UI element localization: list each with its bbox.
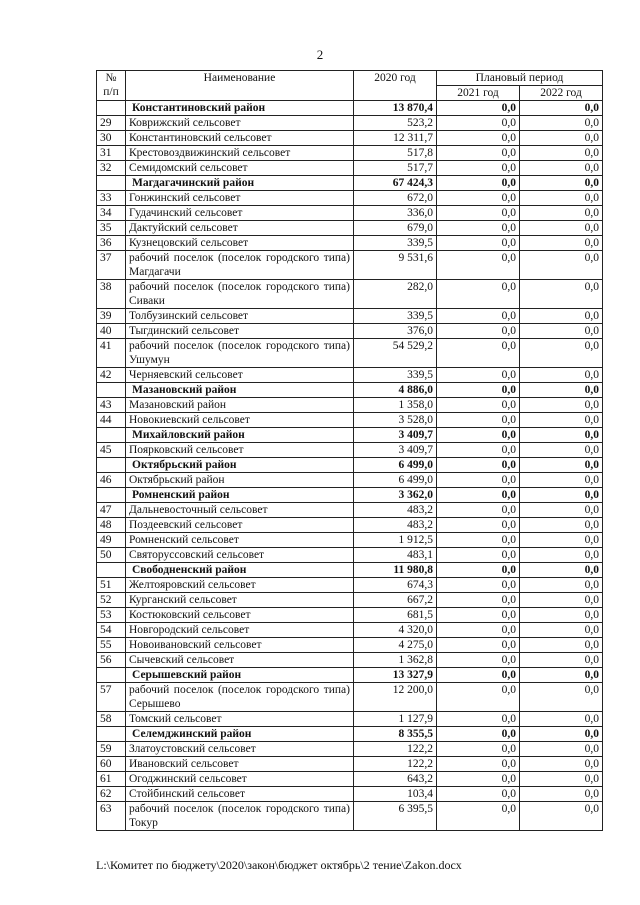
table-row bbox=[97, 324, 603, 339]
row-name: Огоджинский сельсовет bbox=[126, 772, 354, 787]
col-header-num bbox=[97, 71, 126, 101]
row-number: 40 bbox=[97, 324, 126, 339]
value-2021: 0,0 bbox=[437, 368, 520, 383]
table-row bbox=[97, 787, 603, 802]
row-number: 55 bbox=[97, 638, 126, 653]
value-2020: 6 499,0 bbox=[354, 458, 437, 473]
value-2020: 4 886,0 bbox=[354, 383, 437, 398]
value-2022: 0,0 bbox=[520, 191, 603, 206]
table-row bbox=[97, 653, 603, 668]
row-number: 63 bbox=[97, 802, 126, 831]
value-2021: 0,0 bbox=[437, 236, 520, 251]
value-2020: 6 499,0 bbox=[354, 473, 437, 488]
row-number: 53 bbox=[97, 608, 126, 623]
value-2022: 0,0 bbox=[520, 146, 603, 161]
row-number: 41 bbox=[97, 339, 126, 368]
row-name: Мазановский район bbox=[126, 383, 354, 398]
row-number: 30 bbox=[97, 131, 126, 146]
value-2020: 3 409,7 bbox=[354, 428, 437, 443]
district-row bbox=[97, 458, 603, 473]
value-2021: 0,0 bbox=[437, 221, 520, 236]
value-2022: 0,0 bbox=[520, 131, 603, 146]
row-name: Гудачинский сельсовет bbox=[126, 206, 354, 221]
row-number: 58 bbox=[97, 712, 126, 727]
value-2021: 0,0 bbox=[437, 309, 520, 324]
value-2022: 0,0 bbox=[520, 683, 603, 712]
value-2020: 3 362,0 bbox=[354, 488, 437, 503]
row-name: Ромненский сельсовет bbox=[126, 533, 354, 548]
row-name: Константиновский район bbox=[126, 101, 354, 116]
row-number: 39 bbox=[97, 309, 126, 324]
value-2021: 0,0 bbox=[437, 413, 520, 428]
value-2020: 681,5 bbox=[354, 608, 437, 623]
value-2021: 0,0 bbox=[437, 428, 520, 443]
row-name: Кузнецовский сельсовет bbox=[126, 236, 354, 251]
row-name: Семидомский сельсовет bbox=[126, 161, 354, 176]
value-2020: 4 275,0 bbox=[354, 638, 437, 653]
table-row bbox=[97, 339, 603, 368]
value-2022: 0,0 bbox=[520, 101, 603, 116]
table-row bbox=[97, 533, 603, 548]
col-header-2022: 2022 год bbox=[520, 86, 603, 101]
value-2021: 0,0 bbox=[437, 772, 520, 787]
value-2022: 0,0 bbox=[520, 668, 603, 683]
table-row bbox=[97, 368, 603, 383]
value-2022: 0,0 bbox=[520, 563, 603, 578]
district-row bbox=[97, 563, 603, 578]
value-2020: 483,2 bbox=[354, 503, 437, 518]
value-2022: 0,0 bbox=[520, 772, 603, 787]
row-name: Ивановский сельсовет bbox=[126, 757, 354, 772]
row-number: 45 bbox=[97, 443, 126, 458]
value-2022: 0,0 bbox=[520, 176, 603, 191]
value-2020: 376,0 bbox=[354, 324, 437, 339]
value-2021: 0,0 bbox=[437, 623, 520, 638]
row-number: 29 bbox=[97, 116, 126, 131]
value-2022: 0,0 bbox=[520, 324, 603, 339]
value-2022: 0,0 bbox=[520, 368, 603, 383]
value-2020: 103,4 bbox=[354, 787, 437, 802]
value-2021: 0,0 bbox=[437, 727, 520, 742]
table-row bbox=[97, 473, 603, 488]
value-2022: 0,0 bbox=[520, 398, 603, 413]
row-number: 62 bbox=[97, 787, 126, 802]
row-name: Тыгдинский сельсовет bbox=[126, 324, 354, 339]
row-number bbox=[97, 488, 126, 503]
value-2021: 0,0 bbox=[437, 638, 520, 653]
value-2020: 3 409,7 bbox=[354, 443, 437, 458]
row-name: рабочий поселок (поселок городского типа) Ушумун bbox=[126, 339, 354, 368]
table-row bbox=[97, 309, 603, 324]
value-2020: 679,0 bbox=[354, 221, 437, 236]
value-2021: 0,0 bbox=[437, 712, 520, 727]
row-name: рабочий поселок (поселок городского типа) Сиваки bbox=[126, 280, 354, 309]
value-2020: 672,0 bbox=[354, 191, 437, 206]
row-number: 38 bbox=[97, 280, 126, 309]
row-name: Новокиевский сельсовет bbox=[126, 413, 354, 428]
value-2021: 0,0 bbox=[437, 608, 520, 623]
value-2021: 0,0 bbox=[437, 101, 520, 116]
value-2021: 0,0 bbox=[437, 383, 520, 398]
row-number: 34 bbox=[97, 206, 126, 221]
value-2020: 339,5 bbox=[354, 236, 437, 251]
value-2020: 517,8 bbox=[354, 146, 437, 161]
value-2022: 0,0 bbox=[520, 236, 603, 251]
value-2021: 0,0 bbox=[437, 473, 520, 488]
value-2020: 339,5 bbox=[354, 309, 437, 324]
value-2021: 0,0 bbox=[437, 280, 520, 309]
value-2020: 9 531,6 bbox=[354, 251, 437, 280]
value-2021: 0,0 bbox=[437, 653, 520, 668]
value-2022: 0,0 bbox=[520, 802, 603, 831]
value-2022: 0,0 bbox=[520, 653, 603, 668]
row-name: Коврижский сельсовет bbox=[126, 116, 354, 131]
value-2022: 0,0 bbox=[520, 638, 603, 653]
value-2021: 0,0 bbox=[437, 339, 520, 368]
row-number: 36 bbox=[97, 236, 126, 251]
value-2022: 0,0 bbox=[520, 458, 603, 473]
table-row bbox=[97, 623, 603, 638]
table-row bbox=[97, 413, 603, 428]
district-row bbox=[97, 668, 603, 683]
value-2022: 0,0 bbox=[520, 428, 603, 443]
row-number: 59 bbox=[97, 742, 126, 757]
value-2020: 122,2 bbox=[354, 742, 437, 757]
row-name: Стойбинский сельсовет bbox=[126, 787, 354, 802]
col-header-name: Наименование bbox=[126, 71, 354, 101]
row-number bbox=[97, 563, 126, 578]
value-2022: 0,0 bbox=[520, 251, 603, 280]
row-number: 43 bbox=[97, 398, 126, 413]
district-row bbox=[97, 727, 603, 742]
value-2020: 11 980,8 bbox=[354, 563, 437, 578]
district-row bbox=[97, 488, 603, 503]
value-2020: 67 424,3 bbox=[354, 176, 437, 191]
table-row bbox=[97, 221, 603, 236]
value-2020: 12 311,7 bbox=[354, 131, 437, 146]
row-number: 56 bbox=[97, 653, 126, 668]
value-2020: 483,2 bbox=[354, 518, 437, 533]
value-2022: 0,0 bbox=[520, 443, 603, 458]
value-2022: 0,0 bbox=[520, 309, 603, 324]
value-2020: 12 200,0 bbox=[354, 683, 437, 712]
value-2022: 0,0 bbox=[520, 593, 603, 608]
table-row bbox=[97, 712, 603, 727]
table-header bbox=[97, 71, 603, 101]
district-row bbox=[97, 383, 603, 398]
row-name: Желтояровский сельсовет bbox=[126, 578, 354, 593]
row-name: рабочий поселок (поселок городского типа) Серышево bbox=[126, 683, 354, 712]
row-number bbox=[97, 383, 126, 398]
value-2020: 13 327,9 bbox=[354, 668, 437, 683]
value-2021: 0,0 bbox=[437, 563, 520, 578]
row-name: Крестовоздвижинский сельсовет bbox=[126, 146, 354, 161]
table-row bbox=[97, 683, 603, 712]
row-name: Дальневосточный сельсовет bbox=[126, 503, 354, 518]
value-2020: 8 355,5 bbox=[354, 727, 437, 742]
row-name: Новоивановский сельсовет bbox=[126, 638, 354, 653]
value-2020: 1 127,9 bbox=[354, 712, 437, 727]
col-header-2020: 2020 год bbox=[354, 71, 437, 101]
row-number bbox=[97, 668, 126, 683]
table-row bbox=[97, 161, 603, 176]
row-name: Поярковский сельсовет bbox=[126, 443, 354, 458]
row-number bbox=[97, 727, 126, 742]
row-name: Поздеевский сельсовет bbox=[126, 518, 354, 533]
row-name: Мазановский район bbox=[126, 398, 354, 413]
value-2022: 0,0 bbox=[520, 116, 603, 131]
value-2022: 0,0 bbox=[520, 533, 603, 548]
value-2021: 0,0 bbox=[437, 593, 520, 608]
value-2021: 0,0 bbox=[437, 488, 520, 503]
row-name: Серышевский район bbox=[126, 668, 354, 683]
row-name: Святоруссовский сельсовет bbox=[126, 548, 354, 563]
value-2022: 0,0 bbox=[520, 473, 603, 488]
table-row bbox=[97, 116, 603, 131]
value-2022: 0,0 bbox=[520, 518, 603, 533]
table-row bbox=[97, 742, 603, 757]
value-2020: 483,1 bbox=[354, 548, 437, 563]
value-2020: 1 358,0 bbox=[354, 398, 437, 413]
value-2020: 3 528,0 bbox=[354, 413, 437, 428]
row-number: 33 bbox=[97, 191, 126, 206]
value-2022: 0,0 bbox=[520, 623, 603, 638]
row-name: Дактуйский сельсовет bbox=[126, 221, 354, 236]
col-header-num-line2: п/п bbox=[103, 86, 119, 98]
value-2020: 6 395,5 bbox=[354, 802, 437, 831]
table-row bbox=[97, 548, 603, 563]
value-2021: 0,0 bbox=[437, 443, 520, 458]
row-number bbox=[97, 428, 126, 443]
col-header-plan-period: Плановый период bbox=[437, 71, 603, 86]
value-2021: 0,0 bbox=[437, 398, 520, 413]
value-2020: 643,2 bbox=[354, 772, 437, 787]
value-2021: 0,0 bbox=[437, 787, 520, 802]
value-2021: 0,0 bbox=[437, 206, 520, 221]
value-2021: 0,0 bbox=[437, 518, 520, 533]
row-number: 35 bbox=[97, 221, 126, 236]
page-number: 2 bbox=[316, 47, 324, 62]
table-row bbox=[97, 518, 603, 533]
table-row bbox=[97, 578, 603, 593]
row-number: 46 bbox=[97, 473, 126, 488]
district-row bbox=[97, 428, 603, 443]
value-2022: 0,0 bbox=[520, 503, 603, 518]
value-2022: 0,0 bbox=[520, 757, 603, 772]
value-2021: 0,0 bbox=[437, 131, 520, 146]
value-2021: 0,0 bbox=[437, 191, 520, 206]
row-name: Златоустовский сельсовет bbox=[126, 742, 354, 757]
row-name: Октябрьский район bbox=[126, 473, 354, 488]
value-2021: 0,0 bbox=[437, 802, 520, 831]
budget-table bbox=[96, 70, 603, 831]
value-2020: 4 320,0 bbox=[354, 623, 437, 638]
row-number: 60 bbox=[97, 757, 126, 772]
file-path-footer: L:\Комитет по бюджету\2020\закон\бюджет октябрь\2 тение\Zakon.docx bbox=[96, 858, 462, 872]
value-2020: 282,0 bbox=[354, 280, 437, 309]
value-2020: 667,2 bbox=[354, 593, 437, 608]
row-number: 54 bbox=[97, 623, 126, 638]
row-number: 50 bbox=[97, 548, 126, 563]
value-2020: 523,2 bbox=[354, 116, 437, 131]
table-row bbox=[97, 251, 603, 280]
row-number: 57 bbox=[97, 683, 126, 712]
row-number: 42 bbox=[97, 368, 126, 383]
row-number: 32 bbox=[97, 161, 126, 176]
table-row bbox=[97, 608, 603, 623]
district-row bbox=[97, 101, 603, 116]
table-row bbox=[97, 191, 603, 206]
value-2020: 54 529,2 bbox=[354, 339, 437, 368]
row-name: Гонжинский сельсовет bbox=[126, 191, 354, 206]
row-name: Курганский сельсовет bbox=[126, 593, 354, 608]
table-row bbox=[97, 503, 603, 518]
row-name: Михайловский район bbox=[126, 428, 354, 443]
value-2022: 0,0 bbox=[520, 608, 603, 623]
value-2020: 122,2 bbox=[354, 757, 437, 772]
value-2022: 0,0 bbox=[520, 221, 603, 236]
district-row bbox=[97, 176, 603, 191]
value-2022: 0,0 bbox=[520, 787, 603, 802]
value-2022: 0,0 bbox=[520, 712, 603, 727]
value-2021: 0,0 bbox=[437, 668, 520, 683]
row-number: 61 bbox=[97, 772, 126, 787]
value-2022: 0,0 bbox=[520, 578, 603, 593]
row-name: Селемджинский район bbox=[126, 727, 354, 742]
table-row bbox=[97, 772, 603, 787]
value-2020: 1 362,8 bbox=[354, 653, 437, 668]
value-2022: 0,0 bbox=[520, 383, 603, 398]
value-2022: 0,0 bbox=[520, 548, 603, 563]
col-header-2021: 2021 год bbox=[437, 86, 520, 101]
value-2020: 339,5 bbox=[354, 368, 437, 383]
row-number: 37 bbox=[97, 251, 126, 280]
value-2021: 0,0 bbox=[437, 161, 520, 176]
value-2021: 0,0 bbox=[437, 757, 520, 772]
row-number: 47 bbox=[97, 503, 126, 518]
value-2021: 0,0 bbox=[437, 578, 520, 593]
value-2021: 0,0 bbox=[437, 324, 520, 339]
value-2022: 0,0 bbox=[520, 280, 603, 309]
value-2022: 0,0 bbox=[520, 161, 603, 176]
table-row bbox=[97, 236, 603, 251]
value-2022: 0,0 bbox=[520, 206, 603, 221]
row-name: Новгородский сельсовет bbox=[126, 623, 354, 638]
table-body bbox=[97, 101, 603, 831]
row-name: Толбузинский сельсовет bbox=[126, 309, 354, 324]
value-2020: 674,3 bbox=[354, 578, 437, 593]
value-2022: 0,0 bbox=[520, 727, 603, 742]
value-2021: 0,0 bbox=[437, 548, 520, 563]
value-2021: 0,0 bbox=[437, 683, 520, 712]
row-name: Черняевский сельсовет bbox=[126, 368, 354, 383]
table-row bbox=[97, 802, 603, 831]
value-2021: 0,0 bbox=[437, 533, 520, 548]
value-2021: 0,0 bbox=[437, 176, 520, 191]
row-name: Сычевский сельсовет bbox=[126, 653, 354, 668]
value-2022: 0,0 bbox=[520, 488, 603, 503]
row-name: Константиновский сельсовет bbox=[126, 131, 354, 146]
row-name: Томский сельсовет bbox=[126, 712, 354, 727]
value-2021: 0,0 bbox=[437, 458, 520, 473]
row-name: Ромненский район bbox=[126, 488, 354, 503]
value-2021: 0,0 bbox=[437, 742, 520, 757]
value-2022: 0,0 bbox=[520, 742, 603, 757]
value-2021: 0,0 bbox=[437, 251, 520, 280]
row-name: Октябрьский район bbox=[126, 458, 354, 473]
row-name: рабочий поселок (поселок городского типа) Магдагачи bbox=[126, 251, 354, 280]
table-row bbox=[97, 757, 603, 772]
row-number bbox=[97, 176, 126, 191]
row-number bbox=[97, 101, 126, 116]
row-number: 48 bbox=[97, 518, 126, 533]
value-2020: 336,0 bbox=[354, 206, 437, 221]
table-row bbox=[97, 131, 603, 146]
table-row bbox=[97, 146, 603, 161]
row-number bbox=[97, 458, 126, 473]
row-name: Магдагачинский район bbox=[126, 176, 354, 191]
row-name: Костюковский сельсовет bbox=[126, 608, 354, 623]
value-2021: 0,0 bbox=[437, 503, 520, 518]
value-2020: 13 870,4 bbox=[354, 101, 437, 116]
value-2022: 0,0 bbox=[520, 413, 603, 428]
value-2022: 0,0 bbox=[520, 339, 603, 368]
value-2021: 0,0 bbox=[437, 116, 520, 131]
row-number: 31 bbox=[97, 146, 126, 161]
row-name: Свободненский район bbox=[126, 563, 354, 578]
value-2020: 517,7 bbox=[354, 161, 437, 176]
table-row bbox=[97, 206, 603, 221]
row-name: рабочий поселок (поселок городского типа) Токур bbox=[126, 802, 354, 831]
value-2021: 0,0 bbox=[437, 146, 520, 161]
value-2020: 1 912,5 bbox=[354, 533, 437, 548]
row-number: 49 bbox=[97, 533, 126, 548]
row-number: 51 bbox=[97, 578, 126, 593]
table-row bbox=[97, 593, 603, 608]
table-row bbox=[97, 280, 603, 309]
table-row bbox=[97, 398, 603, 413]
table-row bbox=[97, 638, 603, 653]
table-row bbox=[97, 443, 603, 458]
row-number: 52 bbox=[97, 593, 126, 608]
row-number: 44 bbox=[97, 413, 126, 428]
col-header-num-line1: № bbox=[105, 72, 117, 84]
